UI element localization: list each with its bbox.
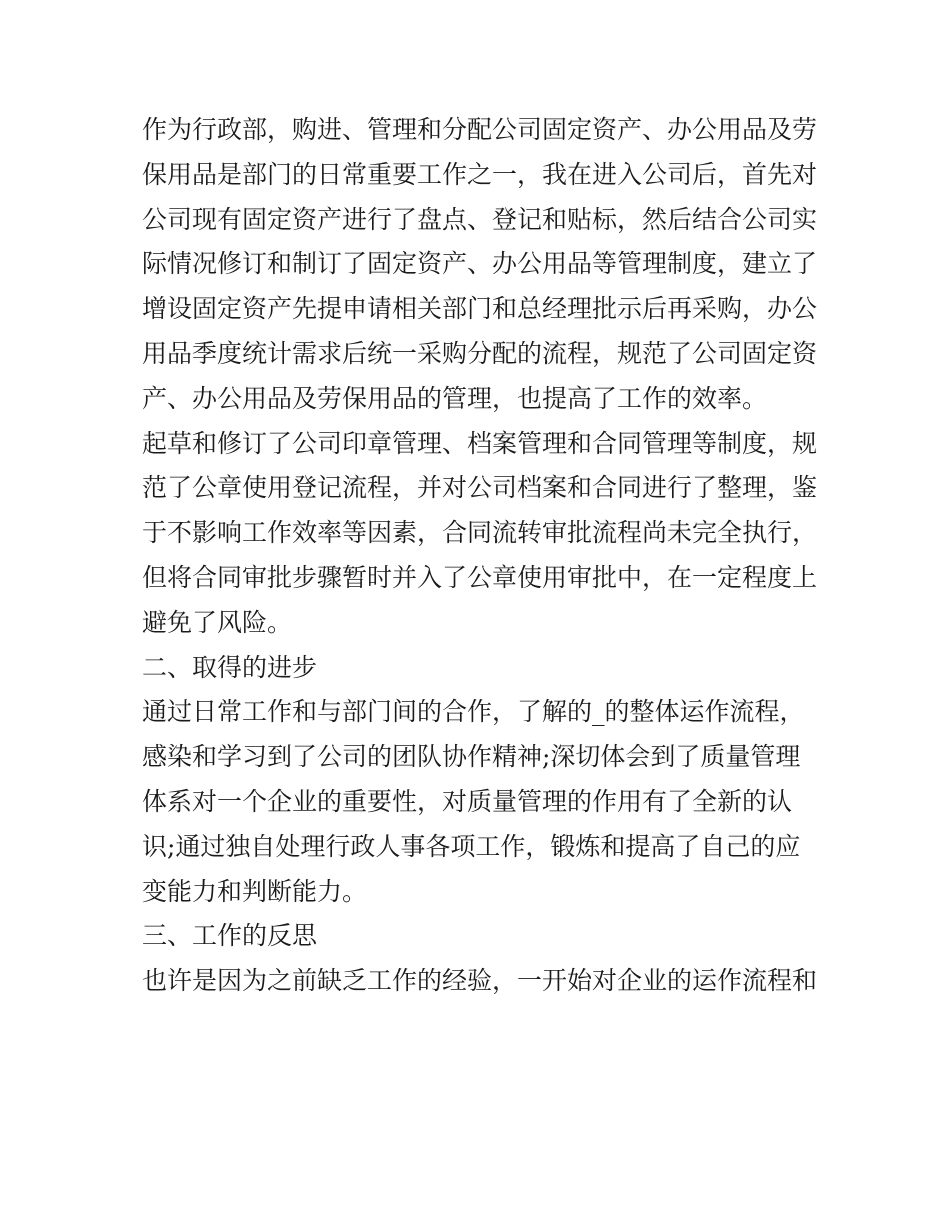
section-heading-progress: 二、取得的进步	[142, 652, 318, 682]
text-line: 通过日常工作和与部门间的合作，了解的_的整体运作流程，	[142, 697, 805, 727]
text-line: 但将合同审批步骤暂时并入了公章使用审批中，在一定程度上	[142, 562, 818, 592]
text-line: 识;通过独自处理行政人事各项工作，锻炼和提高了自己的应	[142, 831, 801, 861]
text-line: 公司现有固定资产进行了盘点、登记和贴标，然后结合公司实	[142, 204, 818, 234]
text-line: 产、办公用品及劳保用品的管理，也提高了工作的效率。	[142, 383, 768, 413]
paragraph-asset-management	[142, 108, 822, 422]
text-line: 起草和修订了公司印章管理、档案管理和合同管理等制度，规	[142, 428, 818, 458]
text-line: 感染和学习到了公司的团队协作精神;深切体会到了质量管理	[142, 742, 801, 772]
section-heading-reflection: 三、工作的反思	[142, 921, 318, 951]
paragraph-reflection	[142, 959, 822, 1004]
text-line: 际情况修订和制订了固定资产、办公用品等管理制度，建立了	[142, 249, 818, 279]
text-line: 体系对一个企业的重要性，对质量管理的作用有了全新的认	[142, 786, 793, 816]
text-line: 也许是因为之前缺乏工作的经验，一开始对企业的运作流程和	[142, 966, 818, 996]
text-line: 作为行政部，购进、管理和分配公司固定资产、办公用品及劳	[142, 115, 818, 144]
text-line: 于不影响工作效率等因素，合同流转审批流程尚未完全执行，	[142, 518, 818, 548]
text-line: 避免了风险。	[142, 607, 293, 637]
text-line: 保用品是部门的日常重要工作之一，我在进入公司后，首先对	[142, 159, 818, 189]
text-line: 变能力和判断能力。	[142, 876, 368, 906]
text-line: 用品季度统计需求后统一采购分配的流程，规范了公司固定资	[142, 338, 818, 368]
text-line: 范了公章使用登记流程，并对公司档案和合同进行了整理，鉴	[142, 473, 818, 503]
paragraph-seal-archive-contract	[142, 422, 822, 646]
paragraph-progress	[142, 690, 822, 914]
text-line: 增设固定资产先提申请相关部门和总经理批示后再采购，办公	[142, 294, 818, 324]
document-body	[142, 108, 822, 1004]
